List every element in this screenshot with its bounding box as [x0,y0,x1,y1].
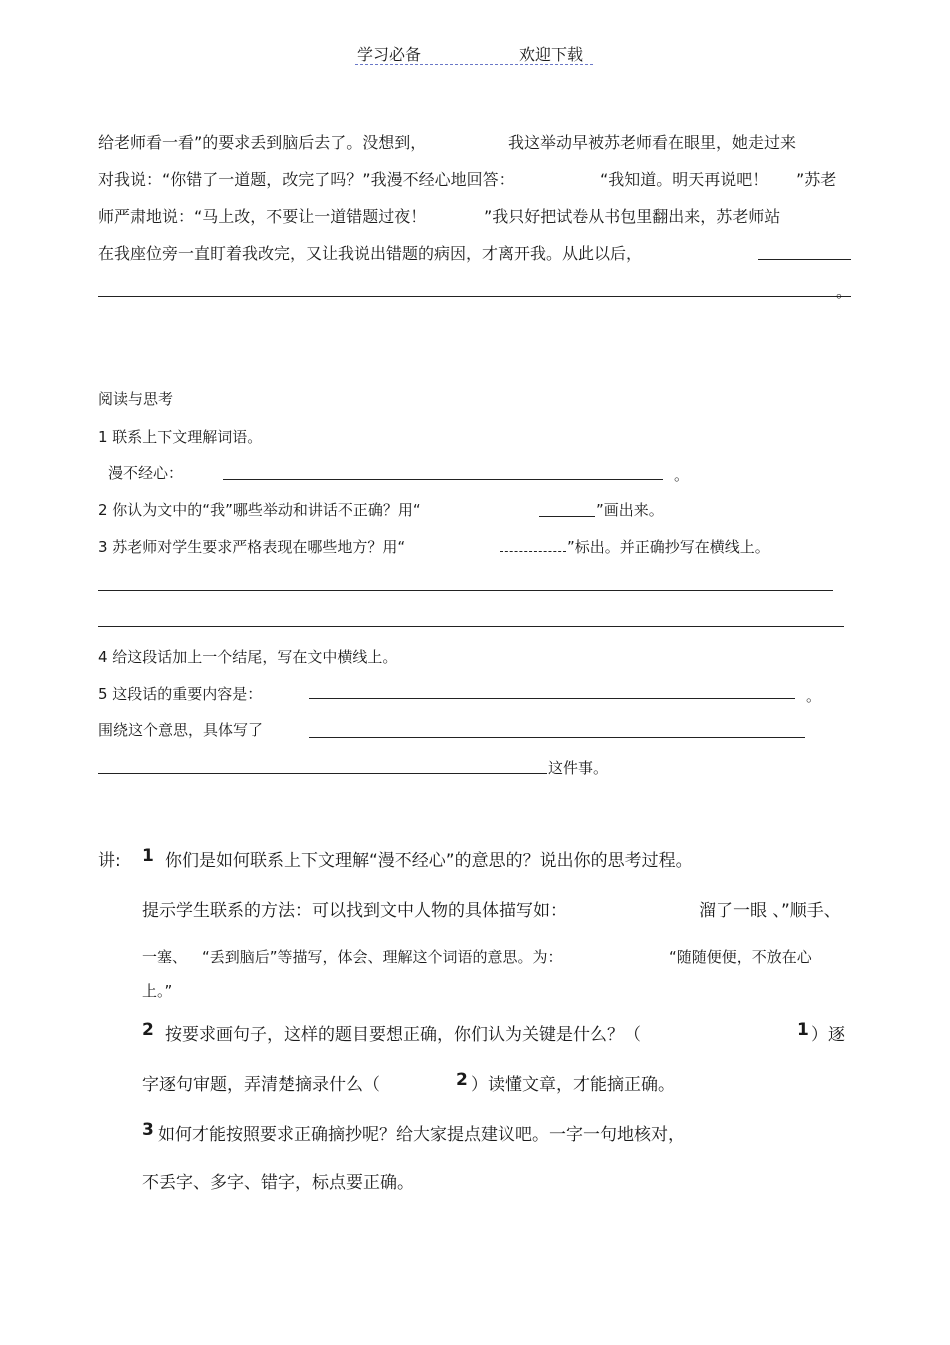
passage-ending-line[interactable] [98,296,851,297]
question-5-answer-line-2[interactable] [309,737,805,738]
header-left: 学习必备 [357,45,422,64]
header-right: 欢迎下载 [519,45,584,64]
question-5: 5 这段话的重要内容是： [98,685,263,703]
question-2-underline-sample [539,516,595,517]
talk-item-2-sub-1: 1 [797,1020,809,1040]
question-5c: 这件事。 [548,759,609,777]
passage-ending-period: 。 [836,282,853,301]
talk-item-2b: ）逐 [811,1025,845,1045]
talk-item-2-number: 2 [142,1020,154,1040]
question-1-period: 。 [674,466,690,484]
hint-line-2a: 一塞、 [142,948,188,966]
question-5b: 围绕这个意思，具体写了 [98,721,264,739]
question-4: 4 给这段话加上一个结尾，写在文中横线上。 [98,648,398,666]
passage-line-2a: 对我说：“你错了一道题，改完了吗？”我漫不经心地回答： [98,170,515,189]
hint-line-1a: 提示学生联系的方法：可以找到文中人物的具体描写如： [142,901,567,921]
passage-line-1b: 我这举动早被苏老师看在眼里，她走过来 [508,133,797,152]
talk-item-2c: 字逐句审题，弄清楚摘录什么（ [142,1075,380,1095]
question-1-word: 漫不经心： [108,464,184,482]
question-1-answer-line[interactable] [223,479,663,480]
hint-line-1b: 溜了一眼 、 [699,901,790,921]
talk-item-3a: 如何才能按照要求正确摘抄呢？给大家提点建议吧。一字一句地核对， [158,1125,685,1145]
talk-item-3b: 不丢字、多字、错字，标点要正确。 [142,1173,414,1193]
question-3-answer-line-2[interactable] [98,626,844,627]
passage-line-3a: 师严肃地说：“马上改，不要让一道错题过夜！ [98,207,427,226]
question-2b: ”画出来。 [596,501,664,519]
passage-line-4: 在我座位旁一直盯着我改完，又让我说出错题的病因，才离开我。从此以后， [98,244,643,263]
passage-line-2c: ”苏老 [796,170,837,189]
talk-item-1: 你们是如何联系上下文理解“漫不经心”的意思的？说出你的思考过程。 [165,851,693,871]
talk-item-3-number: 3 [142,1120,154,1140]
hint-line-2b: “丢到脑后”等描写，体会、理解这个词语的意思。为： [202,948,563,966]
talk-item-1-number: 1 [142,846,154,866]
passage-line-1a: 给老师看一看”的要求丢到脑后去了。没想到， [98,133,427,152]
talk-label: 讲: [98,851,121,871]
question-5-answer-line-1[interactable] [309,698,795,699]
question-3-answer-line-1[interactable] [98,590,833,591]
talk-item-2d: ）读懂文章，才能摘正确。 [471,1075,675,1095]
question-3b: ”标出。并正确抄写在横线上。 [567,538,770,556]
reading-title: 阅读与思考 [98,390,174,408]
question-3a: 3 苏老师对学生要求严格表现在哪些地方？用“ [98,538,406,556]
header-divider [355,64,593,65]
question-1: 1 联系上下文理解词语。 [98,428,263,446]
hint-line-3: 上。” [142,982,173,1000]
hint-line-2c: “随随便便，不放在心 [669,948,812,966]
passage-line-3b: ”我只好把试卷从书包里翻出来，苏老师站 [484,207,781,226]
passage-ending-blank[interactable] [758,259,851,260]
hint-line-1c: ”顺手、 [781,901,841,921]
passage-line-2b: “我知道。明天再说吧！ [600,170,769,189]
question-2a: 2 你认为文中的“我”哪些举动和讲话不正确？用“ [98,501,421,519]
question-5-period: 。 [806,687,822,705]
talk-item-2a: 按要求画句子，这样的题目要想正确，你们认为关键是什么？（ [165,1025,641,1045]
question-3-dashed-sample [500,551,566,552]
talk-item-2-sub-2: 2 [456,1070,468,1090]
question-5-answer-line-3[interactable] [98,773,547,774]
